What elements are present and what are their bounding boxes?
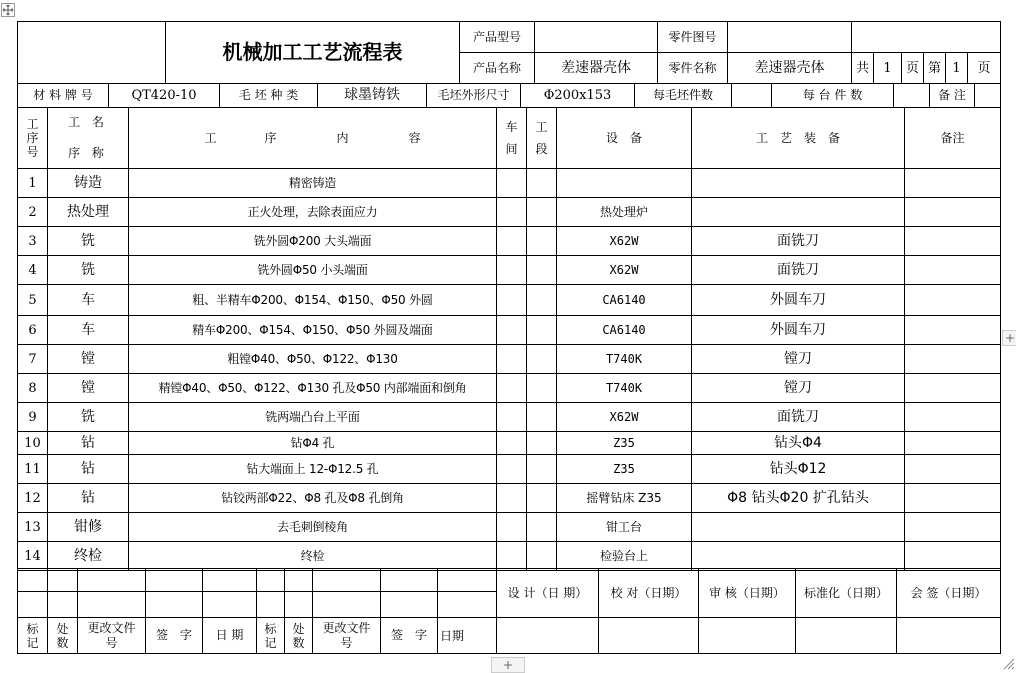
material-table [17,83,1001,108]
table-row [18,484,1001,513]
date-label-2 [438,618,497,654]
sig-blank[interactable] [48,592,78,618]
op-equipment[interactable]: 热处理炉 [557,198,692,227]
page-unit-2: 页 [968,53,1001,84]
op-equipment[interactable]: Z35 [557,455,692,484]
op-tooling[interactable] [692,198,905,227]
blank-type-value[interactable]: 球墨铸铁 [318,84,427,108]
op-content[interactable]: 铣外圆Φ50 小头端面 [129,256,497,285]
op-section[interactable] [527,169,557,198]
table-row [18,227,1001,256]
countersign-date-label: 会 签（日期） [897,569,1001,618]
op-remarks[interactable] [905,198,1001,227]
op-no[interactable]: 6 [18,316,48,345]
product-model-label: 产品型号 [460,22,535,53]
op-name[interactable]: 热处理 [48,198,129,227]
op-workshop[interactable] [497,227,527,256]
col-section [527,108,557,169]
op-remarks[interactable] [905,455,1001,484]
review-date-label: 审 核（日期） [699,569,796,618]
page-label: 第 [924,53,946,84]
table-row [18,345,1001,374]
op-tooling[interactable]: 外圆车刀 [692,285,905,316]
op-name[interactable]: 钳修 [48,513,129,542]
sig-blank[interactable] [257,592,285,618]
op-equipment[interactable]: X62W [557,227,692,256]
op-tooling[interactable] [692,513,905,542]
op-content[interactable]: 终检 [129,542,497,571]
mark-label-2-text: 标记 [264,621,277,650]
op-equipment[interactable]: X62W [557,256,692,285]
sig-blank[interactable] [78,592,146,618]
op-section[interactable] [527,374,557,403]
sig-blank[interactable] [381,592,438,618]
col-content: 工 序 内 容 [129,108,497,169]
header-blank-cell [18,22,166,84]
remarks-label: 备 注 [930,84,975,108]
op-section[interactable] [527,198,557,227]
op-no[interactable]: 13 [18,513,48,542]
op-workshop[interactable] [497,484,527,513]
op-workshop[interactable] [497,455,527,484]
material-grade-label: 材 料 牌 号 [18,84,109,108]
op-equipment[interactable]: CA6140 [557,285,692,316]
table-row [18,432,1001,455]
col-proc-name-line2: 序 称 [68,146,108,160]
op-remarks[interactable] [905,256,1001,285]
col-seq-no-label: 工序号 [26,117,39,159]
op-workshop[interactable] [497,169,527,198]
table-row [18,285,1001,316]
op-no[interactable]: 11 [18,455,48,484]
page-unit-1: 页 [902,53,924,84]
sig-blank[interactable] [48,569,78,592]
op-no[interactable]: 8 [18,374,48,403]
col-tooling: 工 艺 装 备 [692,108,905,169]
sig-blank[interactable] [438,592,497,618]
op-remarks[interactable] [905,513,1001,542]
sig-blank[interactable] [381,569,438,592]
op-no[interactable]: 2 [18,198,48,227]
op-no[interactable]: 5 [18,285,48,316]
op-content[interactable]: 粗镗Φ40、Φ50、Φ122、Φ130 [129,345,497,374]
part-drawing-value[interactable] [728,22,852,53]
mark-label-text: 标记 [26,621,39,650]
op-equipment[interactable] [557,169,692,198]
op-name[interactable]: 镗 [48,374,129,403]
op-name[interactable]: 终检 [48,542,129,571]
standardize-date-label: 标准化（日期） [796,569,897,618]
header-top-right-blank [852,22,1001,53]
mark-label [18,618,48,654]
op-workshop[interactable] [497,256,527,285]
op-no[interactable]: 7 [18,345,48,374]
design-sign-cell[interactable] [497,618,599,654]
countersign-sign-cell[interactable] [897,618,1001,654]
op-no[interactable]: 10 [18,432,48,455]
op-content[interactable]: 去毛刺倒棱角 [129,513,497,542]
col-remarks: 备注 [905,108,1001,169]
sig-blank[interactable] [313,569,381,592]
place-count-text: 处数 [56,621,69,650]
sig-blank[interactable] [78,569,146,592]
op-no[interactable]: 1 [18,169,48,198]
op-section[interactable] [527,484,557,513]
table-resize-handle-icon[interactable] [1001,656,1015,670]
op-section[interactable] [527,227,557,256]
table-row [18,256,1001,285]
part-name-value[interactable]: 差速器壳体 [728,53,852,84]
sig-blank[interactable] [146,569,203,592]
table-row [18,316,1001,345]
signature-label-2: 签 字 [381,618,438,654]
page-number[interactable]: 1 [946,53,968,84]
op-equipment[interactable]: 钳工台 [557,513,692,542]
place-count-label-2 [285,618,313,654]
page-title: 机械加工工艺流程表 [166,22,460,84]
col-proc-name [48,108,129,169]
op-no[interactable]: 12 [18,484,48,513]
op-content[interactable]: 钻Φ4 孔 [129,432,497,455]
op-no[interactable]: 9 [18,403,48,432]
op-section[interactable] [527,256,557,285]
per-unit-value[interactable] [894,84,930,108]
op-remarks[interactable] [905,316,1001,345]
check-date-label: 校 对（日期） [599,569,699,618]
col-workshop [497,108,527,169]
op-remarks[interactable] [905,403,1001,432]
op-tooling[interactable]: 面铣刀 [692,403,905,432]
op-workshop[interactable] [497,374,527,403]
op-tooling[interactable]: 面铣刀 [692,256,905,285]
table-row [18,542,1001,571]
op-workshop[interactable] [497,432,527,455]
op-section[interactable] [527,513,557,542]
op-workshop[interactable] [497,542,527,571]
change-doc-text: 更改文件号 [87,620,136,650]
operations-body [18,169,1001,571]
table-row [18,374,1001,403]
op-content[interactable]: 铣外圆Φ200 大头端面 [129,227,497,256]
op-section[interactable] [527,285,557,316]
op-content[interactable]: 精密铸造 [129,169,497,198]
op-content[interactable]: 精镗Φ40、Φ50、Φ122、Φ130 孔及Φ50 内部端面和倒角 [129,374,497,403]
op-content[interactable]: 粗、半精车Φ200、Φ154、Φ150、Φ50 外圆 [129,285,497,316]
op-content[interactable]: 正火处理，去除表面应力 [129,198,497,227]
op-no[interactable]: 14 [18,542,48,571]
op-section[interactable] [527,432,557,455]
review-sign-cell[interactable] [699,618,796,654]
op-tooling[interactable] [692,169,905,198]
op-name[interactable]: 钻 [48,484,129,513]
part-drawing-label: 零件图号 [658,22,728,53]
col-proc-name-line1: 工 名 [68,115,108,129]
product-name-value[interactable]: 差速器壳体 [535,53,658,84]
op-name[interactable]: 钻 [48,432,129,455]
sig-blank[interactable] [285,592,313,618]
design-date-label: 设 计（日 期） [497,569,599,618]
part-name-label: 零件名称 [658,53,728,84]
col-workshop-label: 车间 [505,120,518,156]
date-label-2-text: 日期 [440,628,465,643]
sig-blank[interactable] [18,569,48,592]
total-pages[interactable]: 1 [874,53,902,84]
total-label: 共 [852,53,874,84]
per-blank-label: 每毛坯件数 [635,84,732,108]
op-equipment[interactable]: Z35 [557,432,692,455]
date-label: 日 期 [203,618,257,654]
op-workshop[interactable] [497,285,527,316]
op-workshop[interactable] [497,513,527,542]
op-section[interactable] [527,316,557,345]
check-sign-cell[interactable] [599,618,699,654]
table-row [18,513,1001,542]
op-workshop[interactable] [497,198,527,227]
table-row [18,169,1001,198]
op-tooling[interactable]: 镗刀 [692,345,905,374]
op-name[interactable]: 车 [48,316,129,345]
blank-size-value[interactable]: Φ200x153 [521,84,635,108]
signature-label: 签 字 [146,618,203,654]
per-blank-value[interactable] [732,84,772,108]
op-name[interactable]: 铸造 [48,169,129,198]
change-doc-label [78,618,146,654]
op-name[interactable]: 铣 [48,227,129,256]
op-remarks[interactable] [905,432,1001,455]
place-count-2-text: 处数 [292,621,305,650]
op-section[interactable] [527,542,557,571]
place-count-label [48,618,78,654]
col-equipment: 设 备 [557,108,692,169]
op-no[interactable]: 4 [18,256,48,285]
per-unit-label: 每 台 件 数 [772,84,894,108]
sig-blank[interactable] [146,592,203,618]
process-sheet [17,21,1000,655]
table-move-handle-icon[interactable] [1,3,15,17]
op-equipment[interactable]: T740K [557,374,692,403]
add-column-button[interactable]: + [1002,330,1016,346]
op-workshop[interactable] [497,345,527,374]
op-content[interactable]: 精车Φ200、Φ154、Φ150、Φ50 外圆及端面 [129,316,497,345]
op-section[interactable] [527,345,557,374]
standardize-sign-cell[interactable] [796,618,897,654]
op-remarks[interactable] [905,542,1001,571]
table-row [18,198,1001,227]
op-remarks[interactable] [905,374,1001,403]
op-content[interactable]: 铣两端凸台上平面 [129,403,497,432]
product-model-value[interactable] [535,22,658,53]
change-doc-2-text: 更改文件号 [322,620,371,650]
op-remarks[interactable] [905,227,1001,256]
op-content[interactable]: 钻大端面上 12-Φ12.5 孔 [129,455,497,484]
sig-blank[interactable] [257,569,285,592]
op-tooling[interactable] [692,542,905,571]
op-remarks[interactable] [905,169,1001,198]
op-workshop[interactable] [497,403,527,432]
op-equipment[interactable]: CA6140 [557,316,692,345]
op-tooling[interactable]: 钻头Φ4 [692,432,905,455]
op-content[interactable]: 钻铰两部Φ22、Φ8 孔及Φ8 孔倒角 [129,484,497,513]
sig-blank[interactable] [203,592,257,618]
op-equipment[interactable]: 摇臂钻床 Z35 [557,484,692,513]
op-equipment[interactable]: T740K [557,345,692,374]
change-doc-label-2 [313,618,381,654]
header-table [17,21,1001,84]
sig-blank[interactable] [438,569,497,592]
op-remarks[interactable] [905,345,1001,374]
op-tooling[interactable]: Φ8 钻头Φ20 扩孔钻头 [692,484,905,513]
mark-label-2 [257,618,285,654]
op-equipment[interactable]: 检验台上 [557,542,692,571]
op-tooling[interactable]: 外圆车刀 [692,316,905,345]
sig-blank[interactable] [313,592,381,618]
product-name-label: 产品名称 [460,53,535,84]
op-tooling[interactable]: 镗刀 [692,374,905,403]
sig-blank[interactable] [18,592,48,618]
op-section[interactable] [527,455,557,484]
op-remarks[interactable] [905,285,1001,316]
sig-blank[interactable] [285,569,313,592]
op-section[interactable] [527,403,557,432]
operations-table [17,107,1001,571]
op-remarks[interactable] [905,484,1001,513]
op-tooling[interactable]: 钻头Φ12 [692,455,905,484]
blank-size-label: 毛坯外形尺寸 [427,84,521,108]
op-tooling[interactable]: 面铣刀 [692,227,905,256]
op-name[interactable]: 车 [48,285,129,316]
table-row [18,403,1001,432]
op-name[interactable]: 镗 [48,345,129,374]
remarks-value[interactable] [975,84,1001,108]
material-grade-value[interactable]: QT420-10 [109,84,220,108]
table-row [18,455,1001,484]
col-seq-no [18,108,48,169]
op-workshop[interactable] [497,316,527,345]
sig-blank[interactable] [203,569,257,592]
add-row-button[interactable]: + [491,657,525,673]
signature-table [17,568,1001,654]
op-name[interactable]: 钻 [48,455,129,484]
op-name[interactable]: 铣 [48,256,129,285]
col-section-label: 工段 [535,120,548,156]
blank-type-label: 毛 坯 种 类 [220,84,318,108]
op-name[interactable]: 铣 [48,403,129,432]
op-equipment[interactable]: X62W [557,403,692,432]
op-no[interactable]: 3 [18,227,48,256]
